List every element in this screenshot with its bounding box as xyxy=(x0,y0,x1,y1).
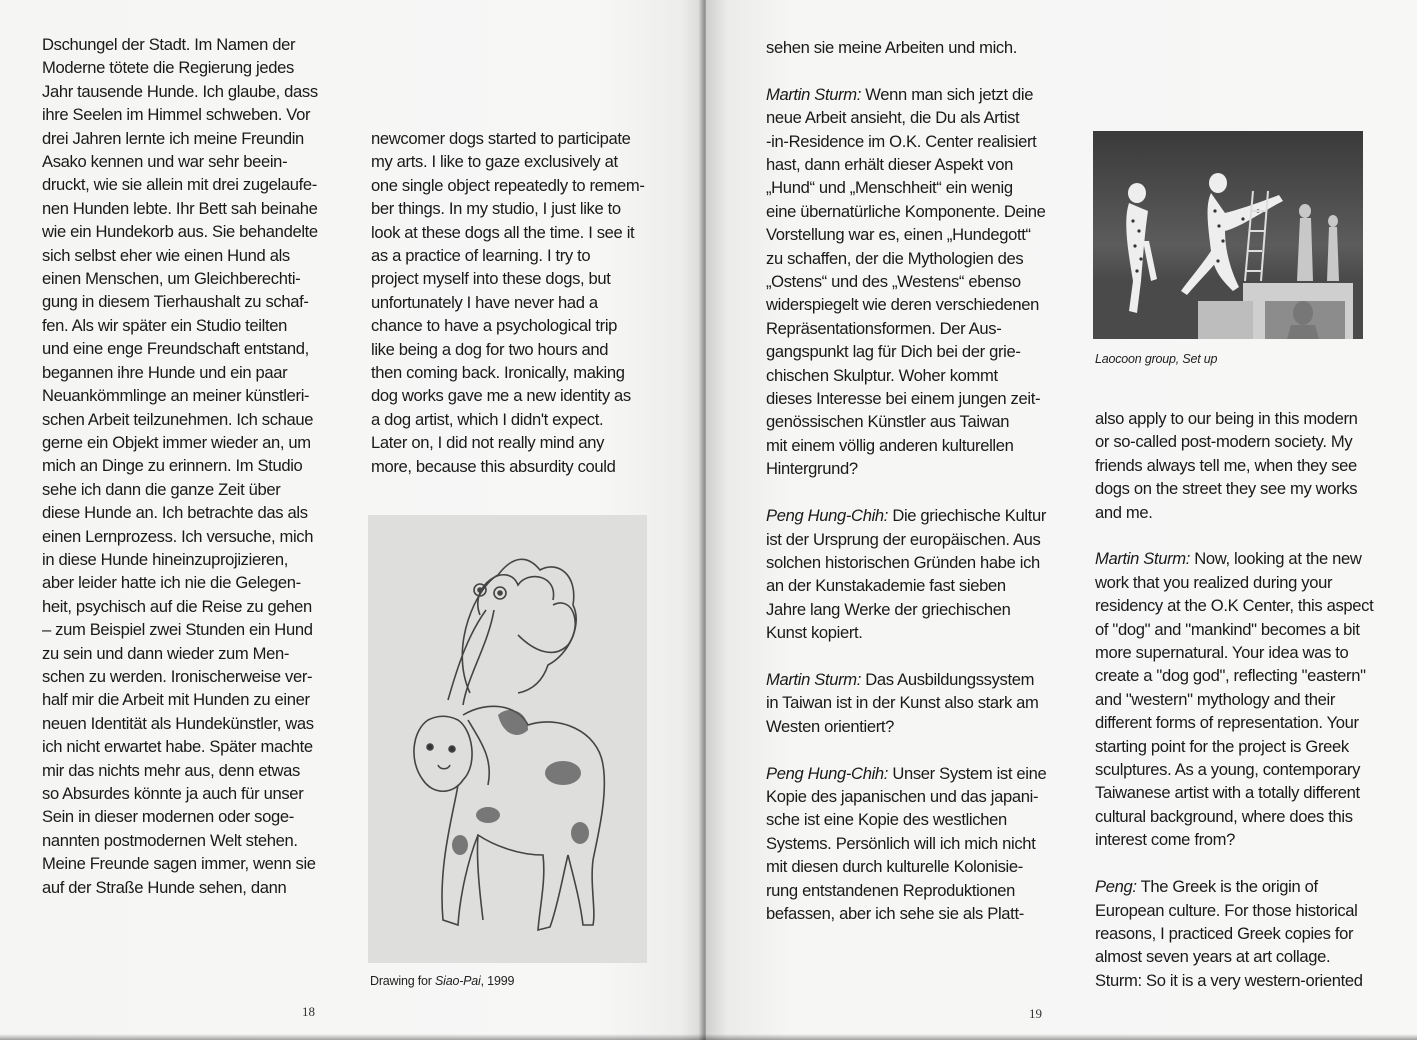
text-line xyxy=(1095,594,1395,617)
text-line xyxy=(1095,618,1395,641)
text-line xyxy=(766,83,1066,106)
text-line: drei Jahren lernte ich meine Freundin xyxy=(42,128,304,148)
text-line: sehe ich dann die ganze Zeit über xyxy=(42,479,281,499)
line-text: mit diesen durch kulturelle Kolonisie- xyxy=(766,857,1023,877)
line-text: gangspunkt lag für Dich bei der grie- xyxy=(766,342,1021,362)
line-text: residency at the O.K Center, this aspect xyxy=(1095,596,1374,616)
line-text: sculptures. As a young, contemporary xyxy=(1095,760,1361,780)
text-line xyxy=(766,668,1066,691)
text-line: in diese Hunde hineinzuprojizieren, xyxy=(42,549,289,569)
line-text: and me. xyxy=(1095,502,1153,522)
sculpture-photo-figure xyxy=(1093,131,1363,339)
line-text: mit einem völlig anderen kulturellen xyxy=(766,435,1014,455)
dog-drawing-icon xyxy=(368,515,647,963)
text-line xyxy=(766,434,1066,457)
text-line xyxy=(1095,407,1395,430)
text-line: Later on, I did not really mind any xyxy=(371,433,605,453)
text-line: Dschungel der Stadt. Im Namen der xyxy=(42,35,296,54)
text-line: gung in diesem Tierhaushalt zu schaf- xyxy=(42,292,309,312)
text-line: schen zu werden. Ironischerweise ver- xyxy=(42,666,313,686)
line-text: befassen, aber ich sehe sie als Platt- xyxy=(766,903,1024,923)
text-line: look at these dogs all the time. I see it xyxy=(371,222,635,242)
text-line: my arts. I like to gaze exclusively at xyxy=(371,152,618,172)
interview-paragraph xyxy=(766,36,1066,59)
drawing-caption-prefix: Drawing for xyxy=(370,974,435,988)
text-line xyxy=(766,832,1066,855)
line-text: dieses Interesse bei einem jungen zeit- xyxy=(766,389,1041,409)
line-text: more supernatural. Your idea was to xyxy=(1095,643,1349,663)
text-line xyxy=(766,223,1066,246)
text-line xyxy=(1095,758,1395,781)
line-text: hast, dann erhält dieser Aspekt von xyxy=(766,155,1013,175)
left-page-english-column xyxy=(371,127,661,478)
line-text: Kopie des japanischen und das japani- xyxy=(766,786,1039,806)
text-line xyxy=(1095,571,1395,594)
text-line: heit, psychisch auf die Reise zu gehen xyxy=(42,596,312,616)
text-line xyxy=(766,504,1066,527)
text-line: schen Arbeit teilzunehmen. Ich schaue xyxy=(42,409,314,429)
text-line: newcomer dogs started to participate xyxy=(371,129,631,148)
text-line: mich an Dinge zu erinnern. Im Studio xyxy=(42,456,303,476)
line-text: of "dog" and "mankind" becomes a bit xyxy=(1095,619,1360,639)
paragraph-gap xyxy=(766,738,1066,761)
line-text: friends always tell me, when they see xyxy=(1095,455,1357,475)
line-text: work that you realized during your xyxy=(1095,572,1333,592)
speaker-name: Peng: xyxy=(1095,877,1137,897)
text-line: half mir die Arbeit mit Hunden zu einer xyxy=(42,690,310,710)
right-page xyxy=(706,0,1417,1040)
text-line: project myself into these dogs, but xyxy=(371,269,611,289)
line-text: and "western" mythology and their xyxy=(1095,689,1336,709)
text-line xyxy=(1095,805,1395,828)
text-line xyxy=(766,410,1066,433)
right-page-english-column xyxy=(1095,407,1395,992)
text-line: gerne ein Objekt immer wieder an, um xyxy=(42,432,311,452)
line-text: Das Ausbildungssystem xyxy=(861,669,1035,689)
text-line xyxy=(1095,922,1395,945)
text-line: ber things. In my studio, I just like to xyxy=(371,199,621,219)
line-text: solchen historischen Gründen habe ich xyxy=(766,552,1040,572)
dog-drawing-figure xyxy=(368,515,647,963)
drawing-caption xyxy=(370,974,514,988)
line-text: Taiwanese artist with a totally different xyxy=(1095,783,1360,803)
text-line xyxy=(1095,430,1395,453)
line-text: Kunst kopiert. xyxy=(766,623,863,643)
sculpture-photo-icon xyxy=(1093,131,1363,339)
text-line: Meine Freunde sagen immer, wenn sie xyxy=(42,854,316,874)
text-line xyxy=(766,879,1066,902)
line-text: ist der Ursprung der europäischen. Aus xyxy=(766,529,1041,549)
text-line xyxy=(766,247,1066,270)
left-page-german-column xyxy=(42,33,332,899)
text-line xyxy=(766,715,1066,738)
line-text: „Hund“ und „Menschheit“ ein wenig xyxy=(766,178,1013,198)
text-line xyxy=(1095,735,1395,758)
line-text: sche ist eine Kopie des westlichen xyxy=(766,810,1007,830)
line-text: The Greek is the origin of xyxy=(1136,877,1318,897)
text-line xyxy=(1095,899,1395,922)
line-text: widerspiegelt wie deren verschiedenen xyxy=(766,295,1040,315)
line-text: European culture. For those historical xyxy=(1095,900,1358,920)
line-text: create a "dog god", reflecting "eastern" xyxy=(1095,666,1366,686)
text-line: zu sein und dann wieder zum Men- xyxy=(42,643,290,663)
text-line: chance to have a psychological trip xyxy=(371,316,618,336)
paragraph-gap xyxy=(1095,852,1395,875)
text-line: unfortunately I have never had a xyxy=(371,292,598,312)
text-line: then coming back. Ironically, making xyxy=(371,363,625,383)
text-line: neuen Identität als Hundekünstler, was xyxy=(42,713,314,733)
text-line: nannten postmodernen Welt stehen. xyxy=(42,830,298,850)
text-line xyxy=(766,902,1066,925)
line-text: eine übernatürliche Komponente. Deine xyxy=(766,201,1046,221)
text-line xyxy=(1095,969,1395,992)
paragraph-gap xyxy=(766,481,1066,504)
text-line: begannen ihre Hunde und ein paar xyxy=(42,362,288,382)
page-bottom-edge xyxy=(0,1034,1417,1040)
text-line xyxy=(766,691,1066,714)
line-text: cultural background, where does this xyxy=(1095,806,1353,826)
text-line xyxy=(766,106,1066,129)
text-line: fen. Als wir später ein Studio teilten xyxy=(42,315,287,335)
line-text: zu schaffen, der die Mythologien des xyxy=(766,248,1024,268)
text-line xyxy=(1095,781,1395,804)
text-line xyxy=(766,785,1066,808)
drawing-caption-suffix: , 1999 xyxy=(480,974,515,988)
drawing-caption-title: Siao-Pai xyxy=(434,974,481,988)
line-text: Now, looking at the new xyxy=(1190,549,1362,569)
line-text: chischen Skulptur. Woher kommt xyxy=(766,365,998,385)
text-line xyxy=(766,317,1066,340)
paragraph-gap xyxy=(1095,524,1395,547)
text-line xyxy=(1095,547,1395,570)
text-line xyxy=(766,153,1066,176)
text-line: so Absurdes könnte ja auch für unser xyxy=(42,784,304,803)
line-text: Westen orientiert? xyxy=(766,716,895,736)
paragraph-gap xyxy=(766,59,1066,82)
text-line: ich nicht erwartet habe. Später machte xyxy=(42,737,313,757)
text-line: sich selbst eher wie einen Hund als xyxy=(42,245,290,265)
text-line xyxy=(1095,688,1395,711)
interview-paragraph xyxy=(1095,875,1395,992)
speaker-name: Martin Sturm: xyxy=(766,84,862,104)
line-text: genössischen Künstler aus Taiwan xyxy=(766,412,1010,432)
text-line: ihre Seelen im Himmel schweben. Vor xyxy=(42,105,311,125)
text-line xyxy=(1095,828,1395,851)
text-line: Sein in dieser modernen oder soge- xyxy=(42,807,294,827)
line-text: in Taiwan ist in der Kunst also stark am xyxy=(766,693,1039,713)
text-line: as a practice of learning. I try to xyxy=(371,246,591,266)
line-text: starting point for the project is Greek xyxy=(1095,736,1349,756)
page-number-left: 18 xyxy=(302,1004,315,1019)
text-line: Jahr tausende Hunde. Ich glaube, dass xyxy=(42,81,318,101)
interview-paragraph xyxy=(766,504,1066,644)
line-text: or so-called post-modern society. My xyxy=(1095,432,1353,452)
text-line: Asako kennen und war sehr beein- xyxy=(42,152,288,172)
line-text: Jahre lang Werke der griechischen xyxy=(766,599,1011,619)
text-line: one single object repeatedly to remem- xyxy=(371,175,645,195)
text-line: mir das nichts mehr aus, denn etwas xyxy=(42,760,300,780)
interview-paragraph xyxy=(1095,547,1395,851)
text-line: – zum Beispiel zwei Stunden ein Hund xyxy=(42,620,313,640)
page-number-right: 19 xyxy=(1029,1006,1042,1021)
text-line xyxy=(766,364,1066,387)
line-text: also apply to our being in this modern xyxy=(1095,409,1358,428)
speaker-name: Peng Hung-Chih: xyxy=(766,763,889,783)
text-line xyxy=(766,293,1066,316)
text-line xyxy=(766,574,1066,597)
paragraph-gap xyxy=(766,645,1066,668)
speaker-name: Martin Sturm: xyxy=(766,669,862,689)
text-line xyxy=(766,621,1066,644)
text-line xyxy=(766,457,1066,480)
text-line xyxy=(766,551,1066,574)
line-text: sehen sie meine Arbeiten und mich. xyxy=(766,38,1017,57)
text-line: aber leider hatte ich nie die Gelegen- xyxy=(42,573,301,593)
text-line: like being a dog for two hours and xyxy=(371,339,609,359)
text-line xyxy=(1095,945,1395,968)
line-text: Vorstellung war es, einen „Hundegott“ xyxy=(766,225,1031,245)
line-text: „Ostens“ und des „Westens“ ebenso xyxy=(766,272,1021,292)
text-line: auf der Straße Hunde sehen, dann xyxy=(42,877,287,897)
interview-paragraph xyxy=(766,668,1066,738)
text-line: Moderne tötete die Regierung jedes xyxy=(42,58,294,78)
speaker-name: Martin Sturm: xyxy=(1095,549,1191,569)
right-page-german-column xyxy=(766,36,1066,925)
photo-caption: Laocoon group, Set up xyxy=(1095,352,1218,366)
line-text: almost seven years at art collage. xyxy=(1095,947,1331,967)
line-text: different forms of representation. Your xyxy=(1095,713,1359,733)
line-text: interest come from? xyxy=(1095,830,1235,850)
text-line xyxy=(766,808,1066,831)
text-line: dog works gave me a new identity as xyxy=(371,386,631,406)
line-text: Hintergrund? xyxy=(766,459,858,479)
line-text: Wenn man sich jetzt die xyxy=(861,84,1034,104)
interview-paragraph xyxy=(766,762,1066,926)
interview-paragraph xyxy=(1095,407,1395,524)
line-text: rung entstandenen Reproduktionen xyxy=(766,880,1015,900)
text-line xyxy=(1095,501,1395,524)
text-line xyxy=(766,36,1066,59)
text-line xyxy=(1095,454,1395,477)
text-line: wie ein Hundekorb aus. Sie behandelte xyxy=(42,222,318,242)
text-line: nen Hunden lebte. Ihr Bett sah beinahe xyxy=(42,198,318,218)
line-text: an der Kunstakademie fast sieben xyxy=(766,576,1006,596)
line-text: Sturm: So it is a very western-oriented xyxy=(1095,970,1363,990)
text-line: einen Lernprozess. Ich versuche, mich xyxy=(42,526,314,546)
text-line xyxy=(766,176,1066,199)
text-line: und eine enge Freundschaft entstand, xyxy=(42,339,309,359)
line-text: Systems. Persönlich will ich mich nicht xyxy=(766,833,1036,853)
text-line xyxy=(766,855,1066,878)
line-text: neue Arbeit ansieht, die Du als Artist xyxy=(766,108,1020,128)
speaker-name: Peng Hung-Chih: xyxy=(766,506,889,526)
text-line xyxy=(766,598,1066,621)
text-line xyxy=(1095,477,1395,500)
line-text: reasons, I practiced Greek copies for xyxy=(1095,923,1354,943)
line-text: Die griechische Kultur xyxy=(888,506,1047,526)
text-line xyxy=(766,200,1066,223)
text-line xyxy=(766,528,1066,551)
text-line xyxy=(1095,711,1395,734)
text-line: diese Hunde an. Ich betrachte das als xyxy=(42,503,308,523)
line-text: dogs on the street they see my works xyxy=(1095,479,1358,499)
text-line xyxy=(1095,641,1395,664)
text-line: more, because this absurdity could xyxy=(371,456,616,476)
text-line xyxy=(1095,664,1395,687)
text-line: a dog artist, which I didn't expect. xyxy=(371,409,604,429)
interview-paragraph xyxy=(766,83,1066,481)
line-text: -in-Residence im O.K. Center realisiert xyxy=(766,131,1037,151)
text-line: Neuankömmlinge an meiner künstleri- xyxy=(42,386,310,406)
text-line: einen Menschen, um Gleichberechti- xyxy=(42,269,301,289)
text-line xyxy=(766,270,1066,293)
line-text: Unser System ist eine xyxy=(888,763,1047,783)
text-line xyxy=(1095,875,1395,898)
text-line xyxy=(766,130,1066,153)
text-line xyxy=(766,387,1066,410)
text-line xyxy=(766,762,1066,785)
left-page xyxy=(0,0,703,1040)
text-line xyxy=(766,340,1066,363)
line-text: Repräsentationsformen. Der Aus- xyxy=(766,318,1002,338)
text-line: druckt, wie sie allein mit drei zugelaufe- xyxy=(42,175,317,195)
